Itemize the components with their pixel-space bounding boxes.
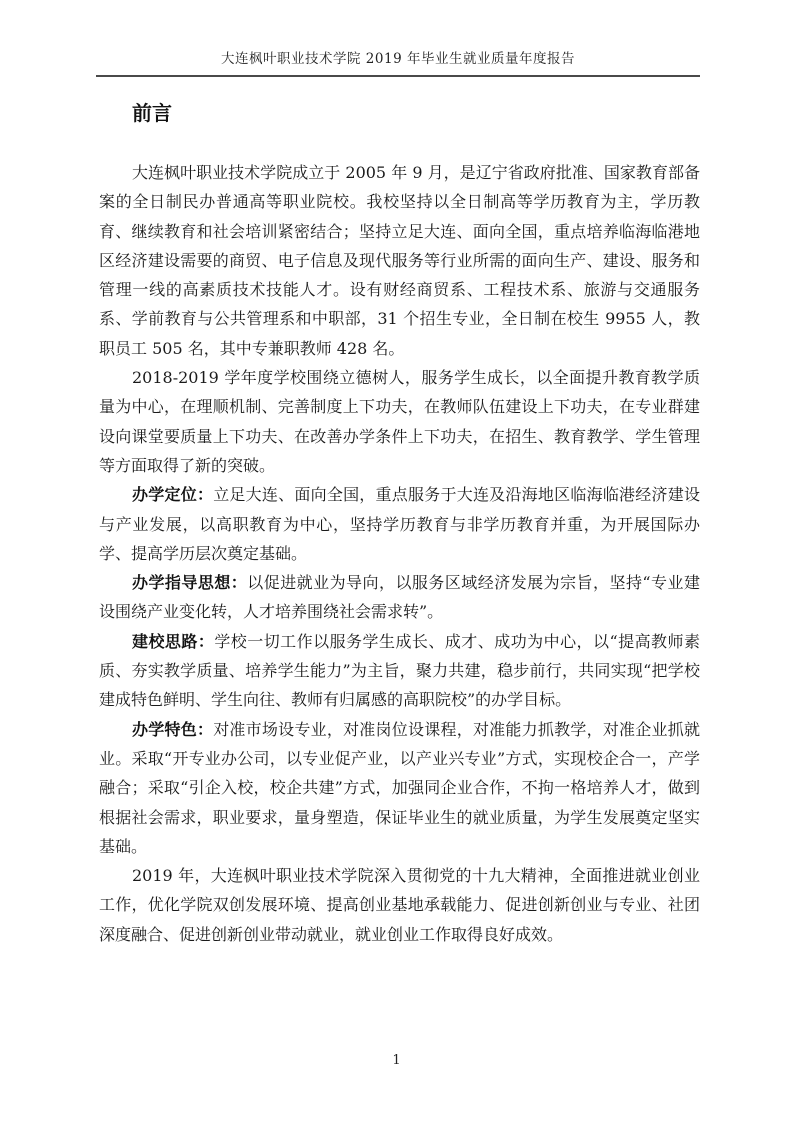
paragraph (99, 568, 700, 627)
paragraph-lead: 办学定位： (132, 485, 214, 505)
document-body (99, 101, 700, 949)
page-header (96, 50, 700, 77)
paragraph (99, 480, 700, 568)
paragraph-text: 2018-2019 学年度学校围绕立德树人，服务学生成长，以全面提升教育教学质量为中心，在理顺机制、完善制度上下功夫，在教师队伍建设上下功夫，在专业群建设向课堂要质量上下功夫、在改善办学条件上下功夫，在招生、教育教学、学生管理等方面取得了新的突破。 (99, 368, 700, 475)
paragraph (99, 627, 700, 715)
paragraph-text: 立足大连、面向全国，重点服务于大连及沿海地区临海临港经济建设与产业发展，以高职教育为中心，坚持学历教育与非学历教育并重，为开展国际办学、提高学历层次奠定基础。 (99, 485, 700, 563)
paragraph (99, 715, 700, 861)
paragraph-text: 以促进就业为导向，以服务区域经济发展为宗旨，坚持“专业建设围绕产业变化转，人才培养围绕社会需求转”。 (99, 573, 700, 622)
paragraph-text: 对准市场设专业，对准岗位设课程，对准能力抓教学，对准企业抓就业。采取“开专业办公司，以专业促产业，以产业兴专业”方式，实现校企合一，产学融合；采取“引企入校，校企共建”方式，加强同企业合作，不拘一格培养人才，做到根据社会需求，职业要求，量身塑造，保证毕业生的就业质量，为学生发展奠定坚实基础。 (99, 719, 700, 856)
paragraph (99, 861, 700, 949)
section-title: 前言 (132, 101, 172, 125)
header-title: 大连枫叶职业技术学院 2019 年毕业生就业质量年度报告 (221, 51, 575, 67)
paragraph-lead: 办学指导思想： (132, 573, 248, 593)
paragraph-list (99, 158, 700, 949)
paragraph-text: 大连枫叶职业技术学院成立于 2005 年 9 月，是辽宁省政府批准、国家教育部备案的全日制民办普通高等职业院校。我校坚持以全日制高等学历教育为主，学历教育、继续教育和社会培训紧密结合；坚持立足大连、面向全国，重点培养临海临港地区经济建设需要的商贸、电子信息及现代服务等行业所需的面向生产、建设、服务和管理一线的高素质技术技能人才。设有财经商贸系、工程技术系、旅游与交通服务系、学前教育与公共管理系和中职部，31 个招生专业，全日制在校生 9955 人，教职员工 505 名，其中专兼职教师 428 名。 (99, 163, 700, 358)
paragraph-lead: 办学特色： (132, 719, 214, 739)
paragraph-text: 2019 年，大连枫叶职业技术学院深入贯彻党的十九大精神，全面推进就业创业工作，优化学院双创发展环境、提高创业基地承载能力、促进创新创业与专业、社团深度融合、促进创新创业带动就业，就业创业工作取得良好成效。 (99, 866, 700, 944)
paragraph-lead: 建校思路： (132, 631, 215, 651)
paragraph-text: 学校一切工作以服务学生成长、成才、成功为中心，以“提高教师素质、夯实教学质量、培养学生能力”为主旨，聚力共建，稳步前行，共同实现“把学校建成特色鲜明、学生向往、教师有归属感的高职院校”的办学目标。 (99, 631, 700, 710)
page-number: 1 (392, 1053, 401, 1068)
paragraph (99, 363, 700, 480)
paragraph (99, 158, 700, 363)
